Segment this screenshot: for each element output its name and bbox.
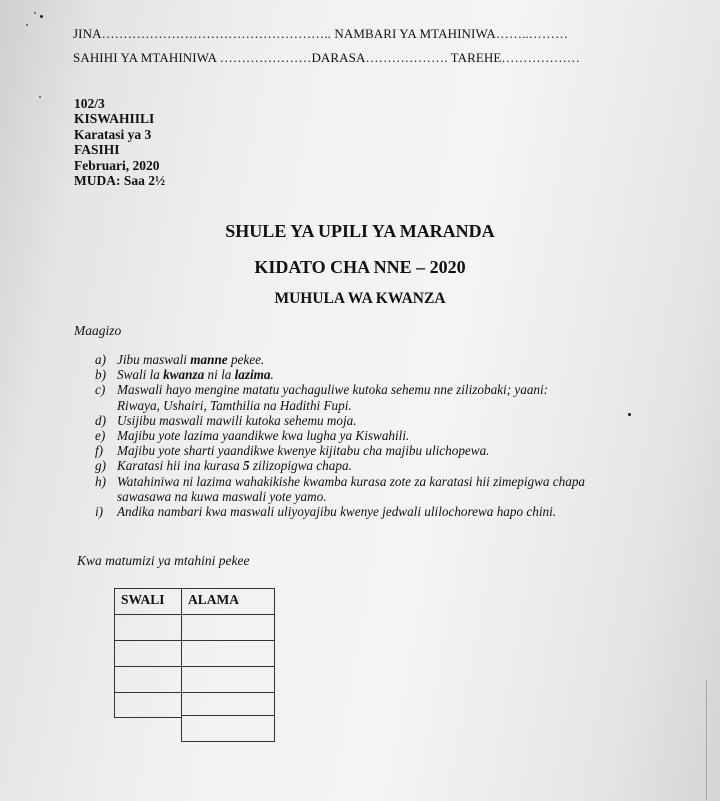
paper-date: Februari, 2020	[74, 157, 160, 173]
item-emphasis: kwanza	[163, 367, 205, 383]
item-text: Andika nambari kwa maswali uliyoyajibu kwenye jedwali ulilochorewa hapo chini.	[117, 504, 557, 520]
name-field[interactable]: ……………………………………………..	[101, 26, 331, 41]
item-emphasis: 5	[243, 458, 250, 474]
examiner-caption: Kwa matumizi ya mtahini pekee	[77, 553, 250, 568]
name-label: JINA	[73, 26, 102, 41]
header-line-1	[73, 26, 568, 42]
paper-code: 102/3	[74, 96, 105, 111]
alama-cell[interactable]	[182, 615, 274, 640]
instruction-item	[95, 413, 585, 428]
item-label: c)	[95, 382, 106, 398]
item-text: Maswali hayo mengine matatu yachaguliwe kutoka sehemu nne zilizobaki; yaani:	[117, 382, 549, 398]
table-header-alama: ALAMA	[188, 592, 239, 607]
item-text: Jibu maswali	[117, 352, 191, 367]
instructions-heading: Maagizo	[74, 323, 122, 338]
scan-speck	[26, 24, 28, 26]
instruction-item	[95, 504, 585, 519]
date-label: TAREHE	[450, 50, 502, 65]
candidate-number-field[interactable]: ……..………	[495, 26, 569, 41]
item-label: b)	[95, 367, 106, 383]
header-line-2	[73, 50, 580, 66]
alama-total-cell[interactable]	[182, 716, 274, 741]
candidate-number-label: NAMBARI YA MTAHINIWA	[334, 26, 496, 41]
table-border-bottom-alama	[181, 741, 274, 742]
instruction-item	[95, 367, 585, 382]
instruction-item	[95, 382, 585, 397]
item-text: Majibu yote sharti yaandikwe kwenye kijitabu cha majibu ulichopewa.	[117, 443, 490, 459]
item-text: Karatasi hii ina kurasa	[117, 458, 244, 474]
item-label: d)	[95, 412, 106, 428]
table-border-right	[274, 588, 275, 742]
instruction-item	[95, 428, 585, 443]
table-border-top	[114, 588, 274, 589]
item-text: Watahiniwa ni lazima wahakikishe kwamba kurasa zote za karatasi hii zimepigwa chapa	[117, 473, 586, 489]
form-title: KIDATO CHA NNE – 2020	[254, 257, 466, 277]
table-border-bottom-swali	[114, 717, 181, 718]
item-emphasis: lazima	[234, 367, 271, 383]
instructions-list	[95, 352, 585, 519]
alama-cell[interactable]	[182, 641, 274, 666]
swali-cell[interactable]	[115, 641, 181, 666]
swali-cell[interactable]	[115, 667, 181, 692]
class-field[interactable]: ……………….	[365, 50, 448, 65]
item-label: a)	[95, 352, 106, 367]
signature-field[interactable]: …………………	[219, 50, 312, 65]
item-continuation: Riwaya, Ushairi, Tamthilia na Hadithi Fupi.	[117, 397, 352, 413]
item-emphasis: manne	[190, 352, 228, 367]
item-label: g)	[95, 458, 106, 474]
instruction-item	[95, 458, 585, 473]
class-label: DARASA	[311, 50, 366, 65]
instruction-item	[95, 443, 585, 458]
instruction-item	[95, 474, 585, 489]
swali-cell[interactable]	[115, 693, 181, 717]
paper-subject: KISWAHIILI	[74, 111, 155, 127]
alama-cell[interactable]	[182, 693, 274, 715]
paper-section: FASIHI	[74, 142, 120, 158]
item-text: Usijibu maswali mawili kutoka sehemu moja.	[117, 412, 357, 428]
swali-cell[interactable]	[115, 615, 181, 640]
item-text: .	[270, 367, 274, 383]
item-text: ni la	[204, 367, 235, 383]
item-label: i)	[95, 504, 104, 520]
paper-time: MUDA: Saa 2½	[74, 173, 166, 189]
scan-speck	[39, 96, 41, 98]
item-text: Swali la	[117, 367, 164, 383]
paper-meta-block	[74, 96, 165, 188]
paper-number: Karatasi ya 3	[74, 126, 152, 142]
scan-edge-line	[706, 680, 707, 800]
item-label: h)	[95, 473, 106, 489]
instruction-item	[95, 352, 585, 367]
date-field[interactable]: ………………	[501, 50, 581, 65]
table-header-swali: SWALI	[121, 592, 165, 607]
signature-label: SAHIHI YA MTAHINIWA	[73, 50, 217, 65]
item-label: f)	[95, 443, 104, 459]
scan-speck	[40, 15, 43, 18]
item-continuation: sawasawa na kuwa maswali yote yamo.	[117, 488, 327, 504]
item-text: zilizopigwa chapa.	[249, 458, 352, 474]
alama-cell[interactable]	[182, 667, 274, 692]
item-text: pekee.	[227, 352, 265, 367]
term-title: MUHULA WA KWANZA	[274, 290, 446, 307]
scan-speck	[628, 413, 631, 416]
school-title: SHULE YA UPILI YA MARANDA	[225, 221, 495, 241]
scan-speck	[34, 12, 36, 14]
item-text: Majibu yote lazima yaandikwe kwa lugha ya Kiswahili.	[117, 428, 410, 444]
item-label: e)	[95, 428, 106, 444]
